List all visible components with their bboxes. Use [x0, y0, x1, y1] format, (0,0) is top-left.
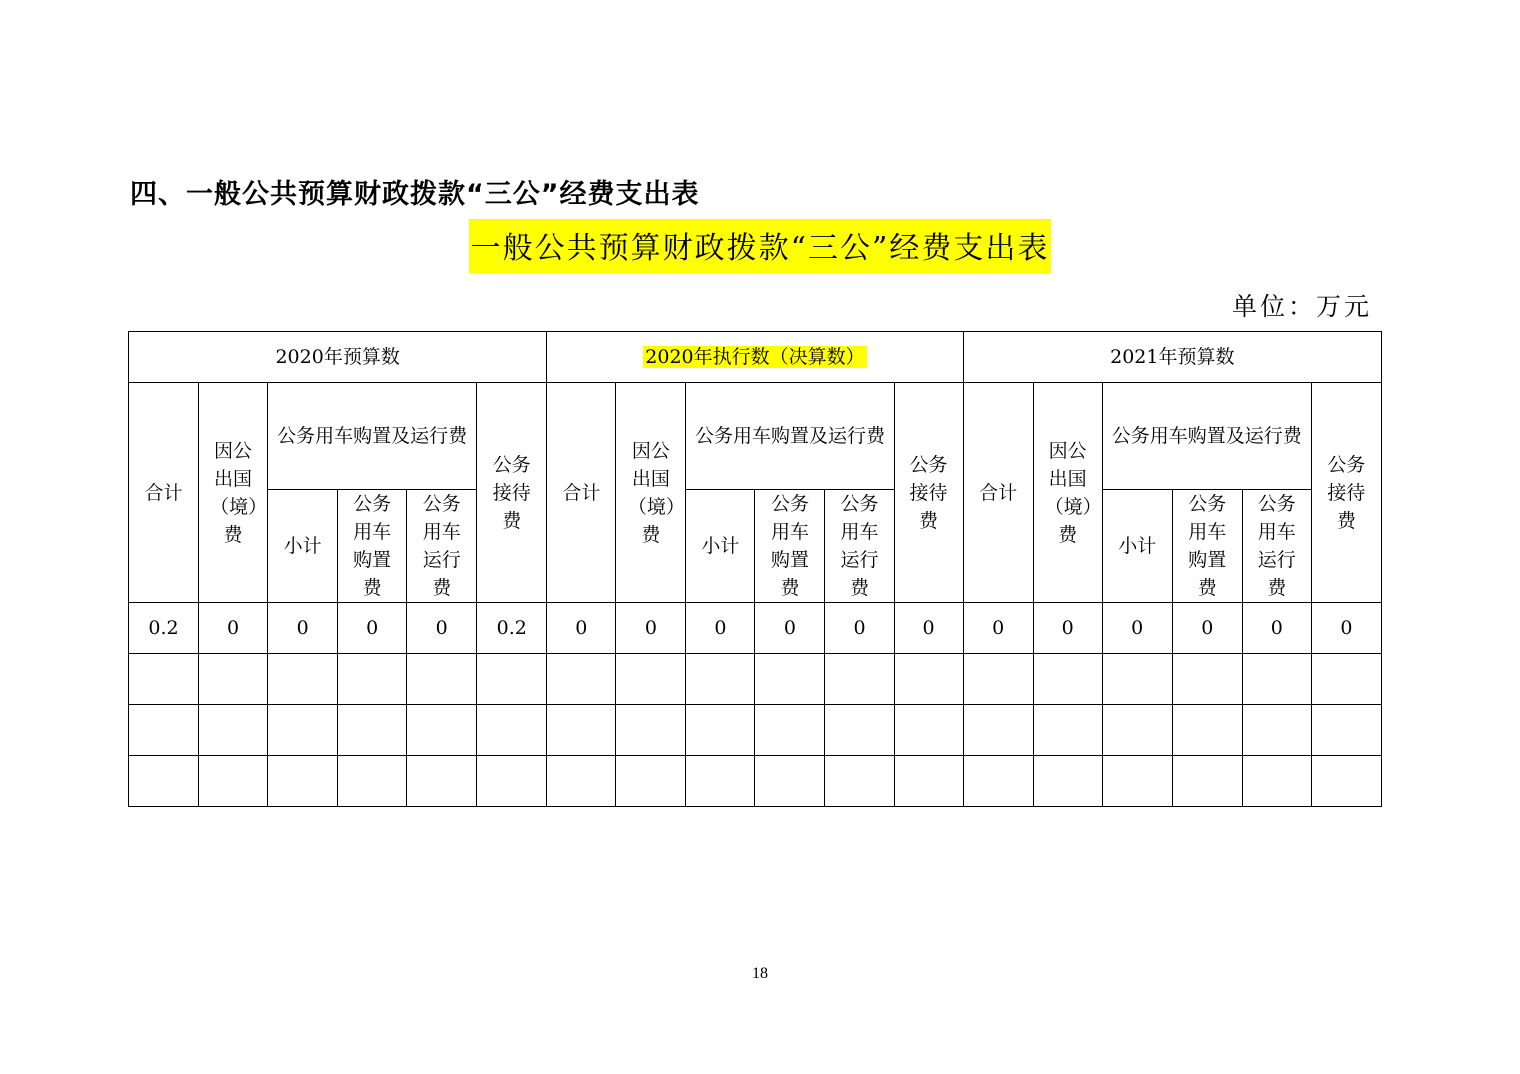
table-cell	[825, 705, 894, 756]
table-cell	[1033, 705, 1102, 756]
table-cell: 0	[1172, 603, 1242, 654]
table-cell	[1311, 756, 1381, 807]
table-cell	[199, 705, 268, 756]
header-vehicle: 公务用车购置及运行费	[268, 383, 477, 490]
table-cell: 0	[825, 603, 894, 654]
header-subtotal: 小计	[268, 490, 338, 603]
header-reception: 公务接待费	[1311, 383, 1381, 603]
group-header-2020-budget	[129, 332, 547, 383]
table-cell	[338, 705, 407, 756]
header-subtotal: 小计	[1102, 490, 1172, 603]
table-cell	[616, 654, 686, 705]
table-cell	[1102, 756, 1172, 807]
table-cell	[1311, 705, 1381, 756]
table-cell	[407, 654, 477, 705]
table-title: 一般公共预算财政拨款“三公”经费支出表	[469, 219, 1052, 273]
table-row	[129, 603, 1382, 654]
table-cell: 0	[755, 603, 825, 654]
three-public-expenses-table	[128, 331, 1382, 807]
table-row	[129, 654, 1382, 705]
table-cell	[616, 705, 686, 756]
table-cell: 0	[1033, 603, 1102, 654]
table-cell: 0	[963, 603, 1033, 654]
table-cell: 0	[199, 603, 268, 654]
header-vehicle-operation: 公务用车运行费	[407, 490, 477, 603]
header-vehicle-operation: 公务用车运行费	[825, 490, 894, 603]
group-label: 2021年预算数	[1110, 346, 1235, 368]
table-cell	[755, 756, 825, 807]
group-header-row	[129, 332, 1382, 383]
table-cell: 0	[338, 603, 407, 654]
table-cell	[1033, 654, 1102, 705]
table-cell: 0	[407, 603, 477, 654]
header-total: 合计	[963, 383, 1033, 603]
table-cell: 0	[547, 603, 616, 654]
table-cell	[338, 756, 407, 807]
table-cell	[268, 756, 338, 807]
header-vehicle-operation: 公务用车运行费	[1242, 490, 1311, 603]
header-vehicle-purchase: 公务用车购置费	[755, 490, 825, 603]
table-cell	[477, 705, 547, 756]
table-cell: 0.2	[129, 603, 199, 654]
header-total: 合计	[547, 383, 616, 603]
table-cell	[825, 654, 894, 705]
header-abroad: 因公出国（境）费	[199, 383, 268, 603]
table-cell	[1242, 756, 1311, 807]
page-number: 18	[752, 965, 768, 982]
table-cell	[547, 756, 616, 807]
table-cell	[407, 756, 477, 807]
table-cell	[1102, 654, 1172, 705]
table-cell	[129, 705, 199, 756]
table-cell	[1242, 654, 1311, 705]
table-cell	[894, 654, 963, 705]
table-cell	[1172, 705, 1242, 756]
table-cell: 0	[894, 603, 963, 654]
group-label: 2020年执行数（决算数）	[645, 346, 865, 368]
table-cell	[268, 654, 338, 705]
table-cell	[963, 654, 1033, 705]
table-cell	[1102, 705, 1172, 756]
table-cell	[825, 756, 894, 807]
header-reception: 公务接待费	[477, 383, 547, 603]
table-cell	[407, 705, 477, 756]
table-cell	[477, 756, 547, 807]
table-cell	[1311, 654, 1381, 705]
header-vehicle-purchase: 公务用车购置费	[1172, 490, 1242, 603]
table-cell	[129, 654, 199, 705]
table-cell	[477, 654, 547, 705]
table-cell	[1172, 756, 1242, 807]
header-vehicle: 公务用车购置及运行费	[1102, 383, 1311, 490]
table-cell: 0.2	[477, 603, 547, 654]
table-cell: 0	[1311, 603, 1381, 654]
header-subtotal: 小计	[686, 490, 755, 603]
table-cell	[894, 756, 963, 807]
table-cell	[338, 654, 407, 705]
table-cell	[129, 756, 199, 807]
header-abroad: 因公出国（境）费	[1033, 383, 1102, 603]
table-row	[129, 756, 1382, 807]
table-cell: 0	[1242, 603, 1311, 654]
table-cell	[1242, 705, 1311, 756]
table-cell	[199, 654, 268, 705]
section-heading: 四、一般公共预算财政拨款“三公”经费支出表	[130, 179, 700, 210]
table-cell: 0	[268, 603, 338, 654]
header-vehicle-purchase: 公务用车购置费	[338, 490, 407, 603]
header-vehicle: 公务用车购置及运行费	[686, 383, 894, 490]
table-cell	[1033, 756, 1102, 807]
table-cell	[755, 654, 825, 705]
table-cell	[547, 705, 616, 756]
table-cell	[547, 654, 616, 705]
unit-label: 单位：万元	[1231, 292, 1372, 321]
header-abroad: 因公出国（境）费	[616, 383, 686, 603]
table-title-wrap	[0, 219, 1520, 273]
table-cell: 0	[1102, 603, 1172, 654]
group-label: 2020年预算数	[275, 346, 400, 368]
sub-header-row	[129, 490, 1382, 603]
table-cell	[686, 756, 755, 807]
table-cell	[1172, 654, 1242, 705]
table-cell: 0	[616, 603, 686, 654]
table-cell	[268, 705, 338, 756]
group-header-2020-actual	[547, 332, 963, 383]
table-row	[129, 705, 1382, 756]
table-cell	[963, 705, 1033, 756]
table-cell	[963, 756, 1033, 807]
table-cell	[894, 705, 963, 756]
column-header-row	[129, 383, 1382, 490]
table-cell	[755, 705, 825, 756]
header-reception: 公务接待费	[894, 383, 963, 603]
table-cell	[616, 756, 686, 807]
group-header-2021-budget	[963, 332, 1381, 383]
table-cell	[686, 705, 755, 756]
table-cell	[199, 756, 268, 807]
header-total: 合计	[129, 383, 199, 603]
table-cell: 0	[686, 603, 755, 654]
table-cell	[686, 654, 755, 705]
